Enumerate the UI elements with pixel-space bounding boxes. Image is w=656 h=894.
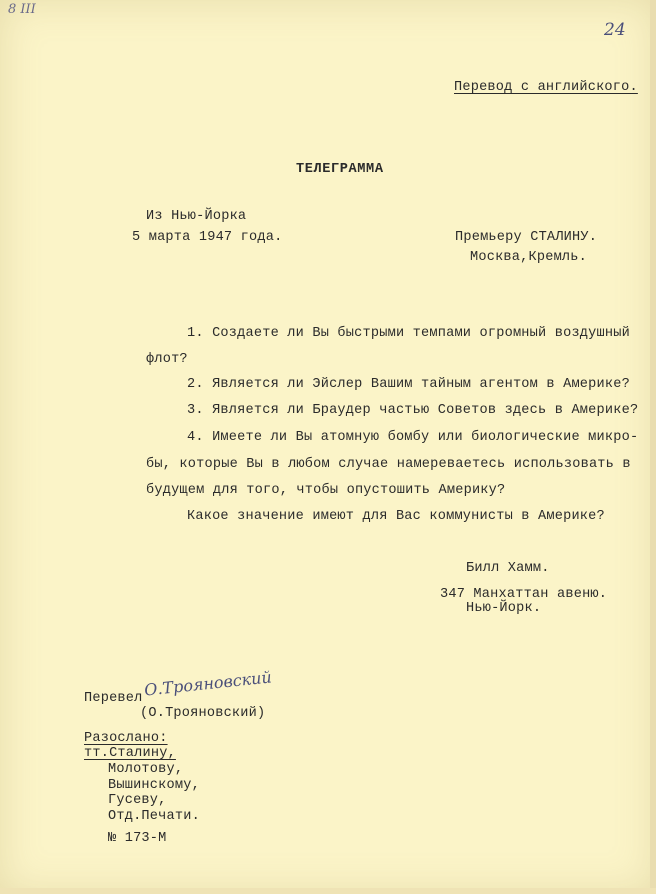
sender-name: Билл Хамм. bbox=[466, 561, 550, 576]
distribution-recipient: Гусеву, bbox=[108, 793, 167, 808]
page-number: 24 bbox=[604, 20, 626, 40]
question-2: 2. Является ли Эйслер Вашим тайным агентом в Америке? bbox=[187, 377, 630, 392]
from-city: Из Нью-Йорка bbox=[146, 209, 247, 224]
question-4-line-2: бы, которые Вы в любом случае намереваетесь использовать в bbox=[146, 457, 631, 472]
addressee-place: Москва,Кремль. bbox=[470, 250, 588, 265]
addressee: Премьеру СТАЛИНУ. bbox=[455, 230, 598, 245]
sender-address-line-1: 347 Манхаттан авеню. bbox=[440, 587, 608, 602]
distribution-recipient: Отд.Печати. bbox=[108, 809, 200, 824]
question-1-line-1: 1. Создаете ли Вы быстрыми темпами огромный воздушный bbox=[187, 326, 630, 341]
distribution-label: Разослано: bbox=[84, 731, 168, 746]
distribution-recipient: Молотову, bbox=[108, 762, 184, 777]
sender-address-line-2: Нью-Йорк. bbox=[466, 601, 542, 616]
distribution-recipient: Вышинскому, bbox=[108, 778, 200, 793]
question-5: Какое значение имеют для Вас коммунисты в Америке? bbox=[187, 509, 605, 524]
translator-signature: О.Трояновский bbox=[143, 667, 273, 700]
distribution-recipient: тт.Сталину, bbox=[84, 746, 176, 761]
telegram-date: 5 марта 1947 года. bbox=[132, 230, 283, 245]
page-edge-bottom bbox=[0, 888, 656, 894]
page-edge-right bbox=[650, 0, 656, 894]
document-title: ТЕЛЕГРАММА bbox=[296, 162, 384, 177]
question-1-line-2: флот? bbox=[146, 352, 188, 367]
translator-label: Перевел bbox=[84, 691, 143, 706]
translator-name: (О.Трояновский) bbox=[140, 706, 266, 721]
question-3: 3. Является ли Браудер частью Советов здесь в Америке? bbox=[187, 403, 639, 418]
archive-mark-top-left: 8 III bbox=[8, 2, 36, 17]
translation-note: Перевод с английского. bbox=[454, 80, 638, 95]
question-4-line-3: будущем для того, чтобы опустошить Америку? bbox=[146, 483, 506, 498]
document-number: № 173-М bbox=[108, 831, 167, 846]
question-4-line-1: 4. Имеете ли Вы атомную бомбу или биологические микро- bbox=[187, 430, 639, 445]
